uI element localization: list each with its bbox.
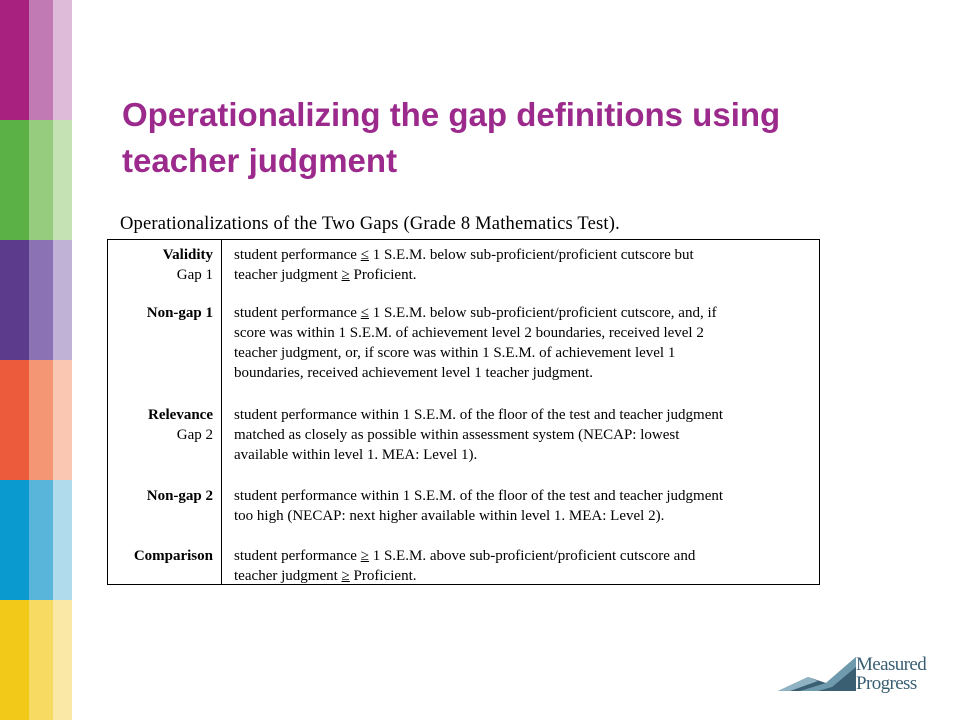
- logo-line: Progress: [856, 673, 917, 694]
- stripe-column-1: [0, 0, 29, 720]
- slide-title-line: teacher judgment: [122, 142, 398, 179]
- definition-line: matched as closely as possible within assessment system (NECAP: lowest: [234, 427, 680, 443]
- stripe-block: [0, 480, 29, 600]
- definition-line: boundaries, received achievement level 1 teacher judgment.: [234, 365, 594, 381]
- stripe-column-3: [53, 0, 72, 720]
- definition-line: student performance within 1 S.E.M. of the floor of the test and teacher judgment: [234, 488, 724, 504]
- stripe-column-2: [29, 0, 53, 720]
- row-label: [108, 405, 213, 445]
- definition-line: too high (NECAP: next higher available within level 1. MEA: Level 2).: [234, 508, 665, 524]
- table-caption: Operationalizations of the Two Gaps (Grade 8 Mathematics Test).: [120, 214, 620, 234]
- stripe-block: [0, 120, 29, 240]
- row-definition: [234, 486, 814, 526]
- stripe-block: [53, 0, 72, 120]
- row-label-main: Non-gap 2: [146, 488, 213, 504]
- stripe-block: [29, 240, 53, 360]
- row-label: [108, 546, 213, 566]
- gap-definitions-table: [107, 239, 820, 585]
- stripe-block: [29, 600, 53, 720]
- stripe-block: [0, 0, 29, 120]
- row-label-sub: Gap 1: [176, 267, 213, 283]
- stripe-block: [53, 120, 72, 240]
- row-definition: [234, 245, 814, 285]
- row-definition: [234, 303, 814, 383]
- stripe-block: [0, 360, 29, 480]
- row-label-main: Validity: [162, 247, 213, 263]
- definition-line: teacher judgment ≥ Proficient.: [234, 267, 417, 283]
- decorative-stripes: [0, 0, 72, 720]
- logo-mountain-icon: [778, 655, 856, 697]
- logo-line: Measured: [856, 654, 927, 675]
- row-label-sub: Gap 2: [176, 427, 213, 443]
- row-label-main: Relevance: [148, 407, 213, 423]
- definition-line: student performance ≥ 1 S.E.M. above sub-proficient/proficient cutscore and: [234, 548, 696, 564]
- stripe-block: [0, 600, 29, 720]
- measured-progress-logo: [778, 655, 938, 697]
- row-definition: [234, 405, 814, 465]
- column-divider: [221, 240, 222, 584]
- stripe-block: [29, 360, 53, 480]
- stripe-block: [0, 240, 29, 360]
- definition-line: student performance ≤ 1 S.E.M. below sub-proficient/proficient cutscore but: [234, 247, 694, 263]
- definition-line: student performance ≤ 1 S.E.M. below sub-proficient/proficient cutscore, and, if: [234, 305, 717, 321]
- row-label: [108, 303, 213, 323]
- row-label: [108, 245, 213, 285]
- definition-line: score was within 1 S.E.M. of achievement level 2 boundaries, received level 2: [234, 325, 704, 341]
- row-label: [108, 486, 213, 506]
- slide-title-line: Operationalizing the gap definitions using: [122, 96, 781, 133]
- row-definition: [234, 546, 814, 586]
- slide-title: [122, 92, 902, 184]
- row-label-main: Non-gap 1: [146, 305, 213, 321]
- stripe-block: [53, 240, 72, 360]
- stripe-block: [29, 0, 53, 120]
- definition-line: available within level 1. MEA: Level 1).: [234, 447, 478, 463]
- stripe-block: [29, 480, 53, 600]
- row-label-main: Comparison: [133, 548, 213, 564]
- logo-wordmark: [856, 655, 926, 693]
- stripe-block: [29, 120, 53, 240]
- stripe-block: [53, 600, 72, 720]
- definition-line: student performance within 1 S.E.M. of the floor of the test and teacher judgment: [234, 407, 724, 423]
- stripe-block: [53, 360, 72, 480]
- definition-line: teacher judgment ≥ Proficient.: [234, 568, 417, 584]
- stripe-block: [53, 480, 72, 600]
- definition-line: teacher judgment, or, if score was within 1 S.E.M. of achievement level 1: [234, 345, 676, 361]
